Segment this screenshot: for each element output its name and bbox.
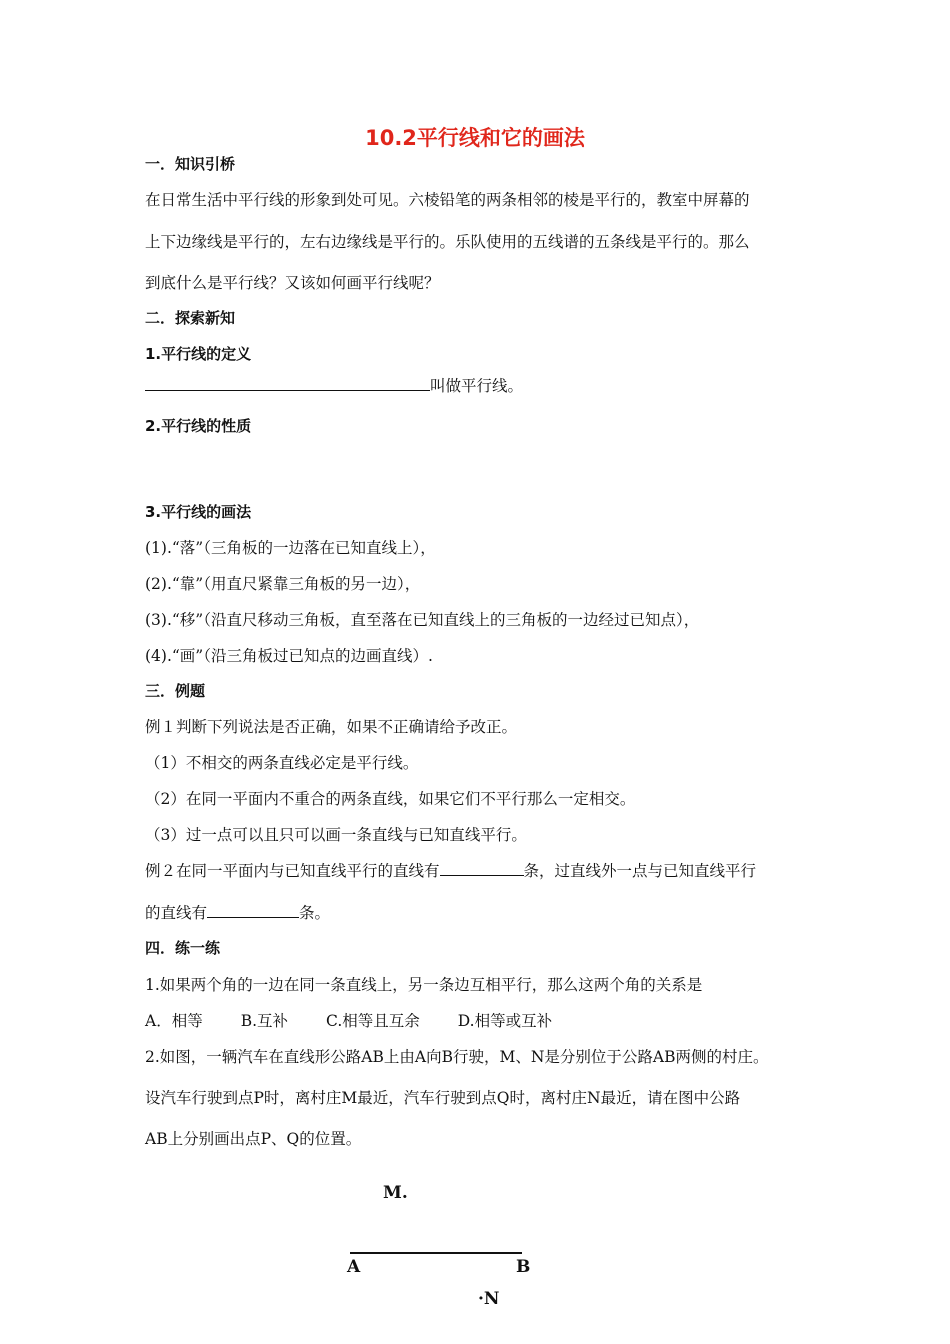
question-1-options: [145, 1009, 590, 1031]
example-2-line-1: 例２在同一平面内与已知直线平行的直线有 条，过直线外一点与已知直线平行: [145, 862, 757, 880]
fill-blank-definition[interactable]: [145, 376, 430, 391]
subheading-definition: 1.平行线的定义: [145, 345, 252, 363]
section-heading-3: 三．例题: [145, 682, 206, 700]
page-title: 10.2平行线和它的画法: [365, 126, 585, 150]
paragraph-line: 在日常生活中平行线的形象到处可见。六棱铅笔的两条相邻的棱是平行的，教室中屏幕的: [145, 191, 750, 209]
question-2-line: 2.如图，一辆汽车在直线形公路AB上由A向B行驶，M、N是分别位于公路AB两侧的村庄。: [145, 1048, 769, 1066]
fill-blank-count-2[interactable]: [207, 903, 299, 918]
label-point-b: B: [516, 1257, 531, 1277]
definition-line: [145, 374, 523, 396]
question-2-line: AB上分别画出点P、Q的位置。: [145, 1130, 362, 1148]
step-item: (2).“靠”（用直尺紧靠三角板的另一边），: [145, 575, 421, 593]
subheading-properties: 2.平行线的性质: [145, 417, 252, 435]
step-item: (3).“移”（沿直尺移动三角板，直至落在已知直线上的三角板的一边经过已知点），: [145, 611, 700, 629]
option-a[interactable]: A．相等: [145, 1012, 203, 1030]
option-b[interactable]: B.互补: [240, 1012, 289, 1030]
step-item: (1).“落”（三角板的一边落在已知直线上），: [145, 539, 436, 557]
subheading-drawing: 3.平行线的画法: [145, 503, 252, 521]
question-2-line: 设汽车行驶到点P时，离村庄M最近，汽车行驶到点Q时，离村庄N最近，请在图中公路: [145, 1089, 741, 1107]
example-1: 例１判断下列说法是否正确，如果不正确请给予改正。: [145, 718, 518, 736]
option-d[interactable]: D.相等或互补: [457, 1012, 553, 1030]
example-2-line-2: 的直线有 条。: [145, 904, 331, 922]
question-1: 1.如果两个角的一边在同一条直线上，另一条边互相平行，那么这两个角的关系是: [145, 976, 703, 994]
paragraph-line: 到底什么是平行线？又该如何画平行线呢？: [145, 274, 440, 292]
example-1-item: （1）不相交的两条直线必定是平行线。: [145, 754, 419, 772]
section-heading-1: 一．知识引桥: [145, 155, 236, 173]
road-line-ab[interactable]: [350, 1252, 522, 1254]
fill-blank-count-1[interactable]: [440, 861, 524, 876]
example-1-item: （3）过一点可以且只可以画一条直线与已知直线平行。: [145, 826, 527, 844]
paragraph-line: 上下边缘线是平行的，左右边缘线是平行的。乐队使用的五线谱的五条线是平行的。那么: [145, 233, 750, 251]
step-item: (4).“画”（沿三角板过已知点的边画直线）.: [145, 647, 433, 665]
road-figure: [330, 1175, 550, 1325]
definition-suffix: 叫做平行线。: [430, 377, 524, 395]
label-village-n: ·N: [478, 1289, 500, 1309]
option-c[interactable]: C.相等且互余: [326, 1012, 420, 1030]
example-1-item: （2）在同一平面内不重合的两条直线，如果它们不平行那么一定相交。: [145, 790, 636, 808]
label-village-m: M.: [383, 1183, 408, 1203]
label-point-a: A: [347, 1257, 361, 1277]
section-heading-2: 二．探索新知: [145, 309, 236, 327]
section-heading-4: 四．练一练: [145, 939, 221, 957]
